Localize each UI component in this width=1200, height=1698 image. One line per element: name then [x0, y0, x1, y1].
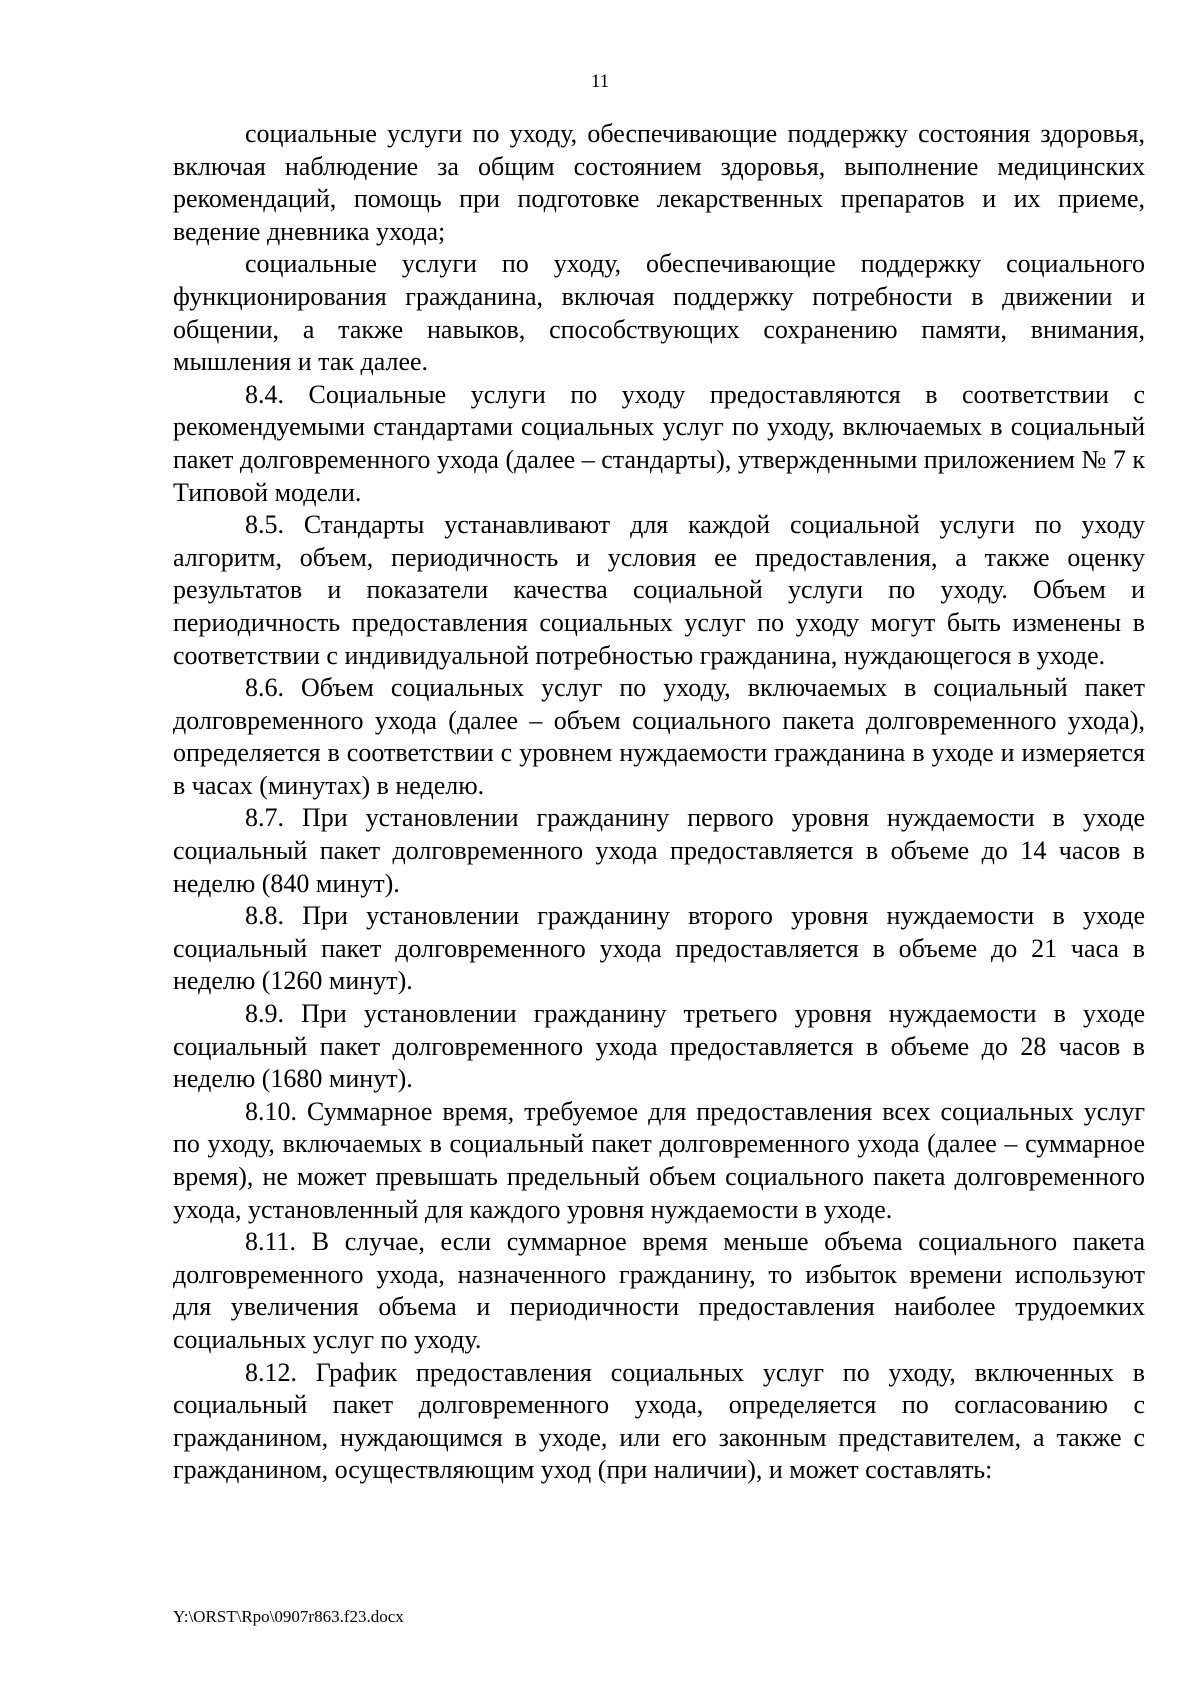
paragraph-8-12: 8.12. График предоставления социальных услуг по уходу, включенных в социальный пакет долговременного ухода, определяется по согласованию с гражданином, нуждающимся в уходе, или его законным представителем, а также с гражданином, осуществляющим уход (при наличии), и может составлять:	[173, 1357, 1145, 1485]
paragraph-8-10: 8.10. Суммарное время, требуемое для предоставления всех социальных услуг по уходу, включаемых в социальный пакет долговременного ухода (далее – суммарное время), не может превышать предельный объем социального пакета долговременного ухода, установленный для каждого уровня нуждаемости в уходе.	[173, 1096, 1145, 1224]
paragraph-8-11: 8.11. В случае, если суммарное время меньше объема социального пакета долговременного ухода, назначенного гражданину, то избыток времени используют для увеличения объема и периодичности предоставления наиболее трудоемких социальных услуг по уходу.	[173, 1227, 1145, 1354]
paragraph-8-9: 8.9. При установлении гражданину третьего уровня нуждаемости в уходе социальный пакет долговременного ухода предоставляется в объеме до 28 часов в неделю (1680 минут).	[173, 999, 1145, 1094]
paragraph-social-functioning: социальные услуги по уходу, обеспечивающие поддержку социального функционирования гражданина, включая поддержку потребности в движении и общении, а также навыков, способствующих сохранению памяти, внимания, мышления и так далее.	[173, 249, 1145, 377]
paragraph-8-7: 8.7. При установлении гражданину первого уровня нуждаемости в уходе социальный пакет долговременного ухода предоставляется в объеме до 14 часов в неделю (840 минут).	[173, 803, 1145, 898]
document-body	[173, 118, 1145, 1487]
paragraph-8-4: 8.4. Социальные услуги по уходу предоставляются в соответствии с рекомендуемыми стандартами социальных услуг по уходу, включаемых в социальный пакет долговременного ухода (далее – стандарты), утвержденными приложением № 7 к Типовой модели.	[173, 379, 1145, 507]
footer-file-path: Y:\ORST\Rpo\0907r863.f23.docx	[173, 1607, 404, 1626]
paragraph-8-8: 8.8. При установлении гражданину второго уровня нуждаемости в уходе социальный пакет долговременного ухода предоставляется в объеме до 21 часа в неделю (1260 минут).	[173, 901, 1145, 996]
page-number: 11	[590, 71, 610, 92]
paragraph-8-5: 8.5. Стандарты устанавливают для каждой социальной услуги по уходу алгоритм, объем, периодичность и условия ее предоставления, а также оценку результатов и показатели качества социальной услуги по уходу. Объем и периодичность предоставления социальных услуг по уходу могут быть изменены в соответствии с индивидуальной потребностью гражданина, нуждающегося в уходе.	[173, 510, 1145, 670]
paragraph-health-support: социальные услуги по уходу, обеспечивающие поддержку состояния здоровья, включая наблюдение за общим состоянием здоровья, выполнение медицинских рекомендаций, помощь при подготовке лекарственных препаратов и их приеме, ведение дневника ухода;	[173, 119, 1145, 246]
paragraph-8-6: 8.6. Объем социальных услуг по уходу, включаемых в социальный пакет долговременного ухода (далее – объем социального пакета долговременного ухода), определяется в соответствии с уровнем нуждаемости гражданина в уходе и измеряется в часах (минутах) в неделю.	[173, 673, 1145, 800]
